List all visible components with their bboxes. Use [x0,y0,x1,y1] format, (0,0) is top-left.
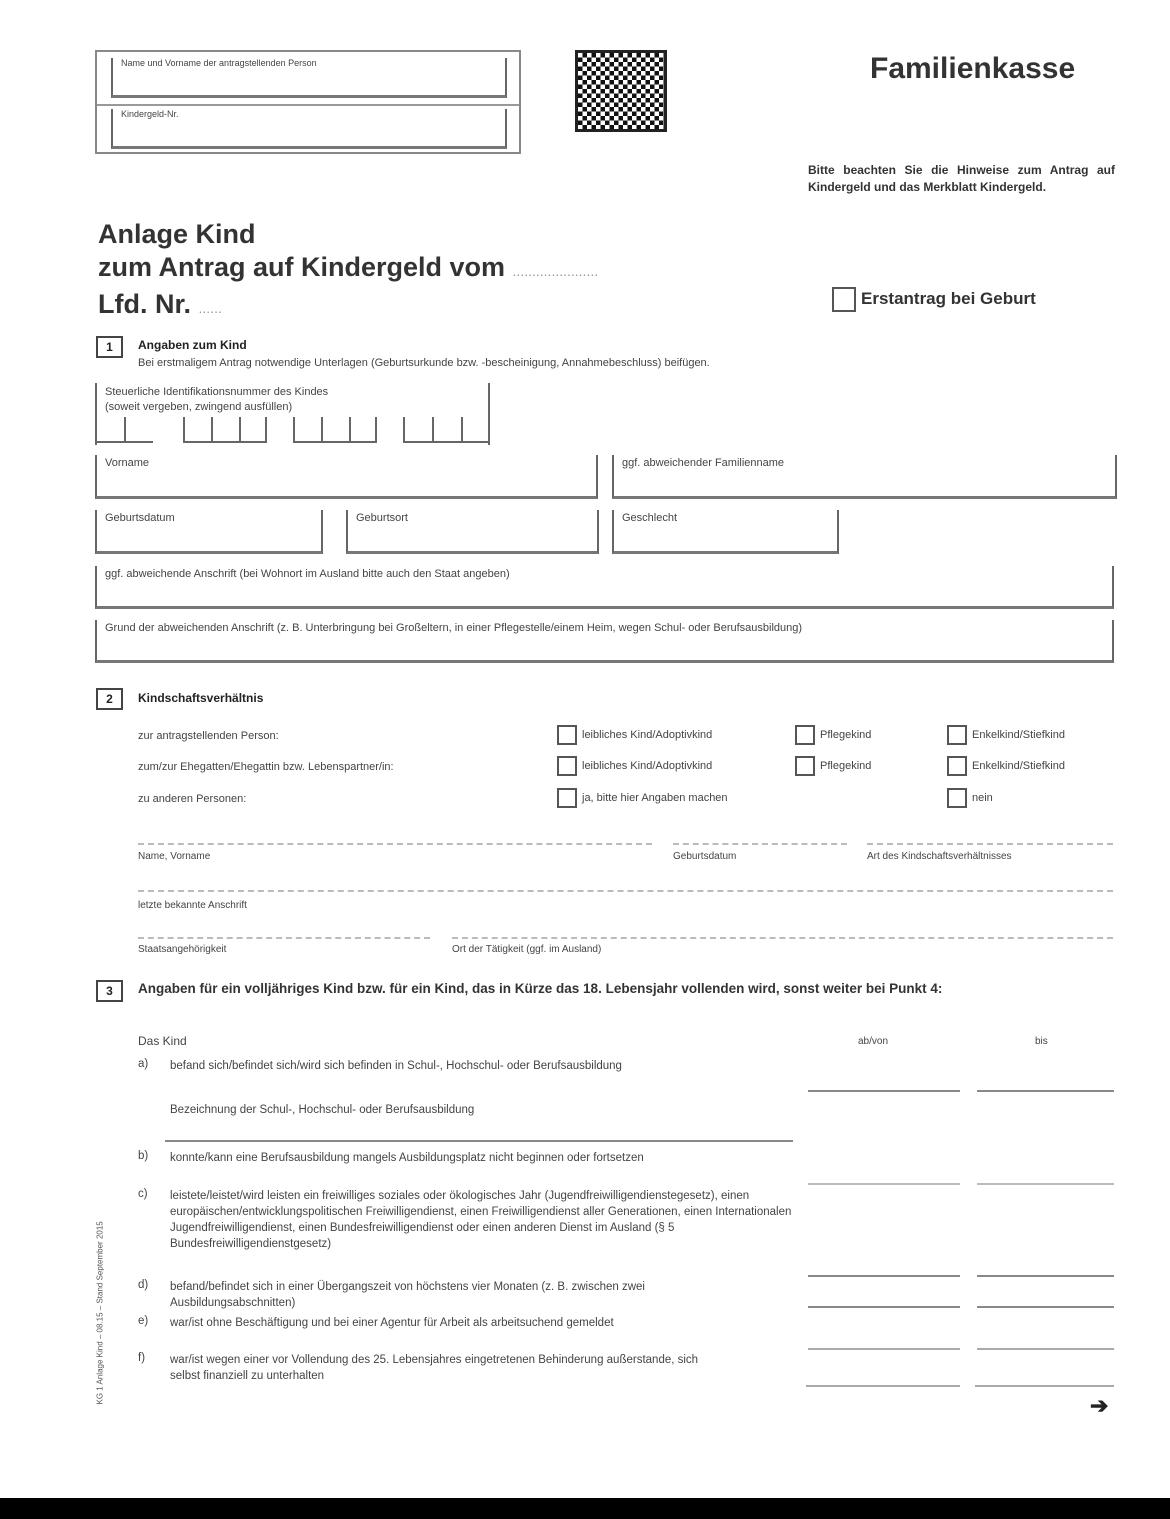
hint-note: Bitte beachten Sie die Hinweise zum Antrag auf Kindergeld und das Merkblatt Kindergeld. [808,163,1115,194]
name-line[interactable] [138,843,652,845]
e-to-line[interactable] [977,1348,1114,1350]
bis-header: bis [1035,1036,1048,1047]
item-d-letter: d) [138,1279,149,1291]
date-placeholder[interactable]: ...................... [512,263,599,279]
item-f-letter: f) [138,1352,146,1364]
ort-label: Ort der Tätigkeit (ggf. im Ausland) [452,944,602,955]
r2-pflege-checkbox[interactable] [795,756,815,776]
familienname-field[interactable] [612,455,1117,499]
r1-pflege-checkbox[interactable] [795,725,815,745]
geburtsort-label: Geburtsort [356,512,408,524]
a-to-line[interactable] [977,1090,1114,1092]
grund-field[interactable] [95,620,1114,663]
item-c-text: leistete/leistet/wird leisten ein freiwilliges soziales oder ökologisches Jahr (Jugendfreiwilligendienstegesetz), einen europäischen/entwicklungspolitischen Freiwilligendienst, einen Freiwilligendienst aller Generationen, einen Internationalen Jugendfreiwilligendienst, einen Bundesfreiwilligendienst oder einen anderen Dienst im Ausland (§ 5 Bundesfreiwilligendienstgesetz) [170,1190,792,1250]
d-to-line[interactable] [977,1306,1114,1308]
section-1-subtitle: Bei erstmaligem Antrag notwendige Unterlagen (Geburtsurkunde bzw. -bescheinigung, Annahmebeschluss) beifügen. [138,357,710,369]
vorname-label: Vorname [105,457,150,469]
section-1-number: 1 [96,336,123,358]
item-f-text: war/ist wegen einer vor Vollendung des 25. Lebensjahres eingetretenen Behinderung außerstande, sich selbst finanziell zu unterhalten [170,1354,699,1382]
c-to-line[interactable] [977,1275,1114,1277]
b-from-line[interactable] [808,1183,960,1185]
steuer-id-group-2[interactable] [183,417,267,443]
kindergeld-nr-field[interactable] [111,109,507,149]
bottom-bar [0,1498,1170,1519]
r2-leiblich-checkbox[interactable] [557,756,577,776]
art-label: Art des Kindschaftsverhältnisses [867,851,1012,862]
title-line-3: Lfd. Nr. [98,289,191,319]
item-b-letter: b) [138,1150,149,1162]
anschrift-line[interactable] [138,890,1113,892]
row-ehegatte: zum/zur Ehegatten/Ehegattin bzw. Lebenspartner/in: [138,761,394,773]
geburtsdatum-field[interactable] [95,510,323,554]
d-from-line[interactable] [808,1306,960,1308]
erstantrag-label: Erstantrag bei Geburt [861,289,1036,308]
steuer-id-label: Steuerliche Identifikationsnummer des Kindes [105,386,329,398]
letzte-anschrift-label: letzte bekannte Anschrift [138,900,247,911]
row-andere: zu anderen Personen: [138,793,247,805]
name-label: Name, Vorname [138,851,211,862]
ausbildung-bezeichnung-line[interactable] [165,1140,793,1142]
header-box [95,50,521,154]
brand-title: Familienkasse [870,52,1076,85]
steuer-id-box [95,383,490,445]
qr-code-icon [575,50,667,132]
section-3-title: Angaben für ein volljähriges Kind bzw. für ein Kind, das in Kürze das 18. Lebensjahr vollenden wird, sonst weiter bei Punkt 4: [138,981,943,996]
r1-enkel-label: Enkelkind/Stiefkind [972,729,1065,741]
next-page-arrow-icon: ➔ [1090,1393,1109,1418]
das-kind-label: Das Kind [138,1034,187,1048]
geschlecht-field[interactable] [612,510,839,554]
row-antragsteller: zur antragstellenden Person: [138,730,279,742]
item-d-text: befand/befindet sich in einer Übergangszeit von höchstens vier Monaten (z. B. zwischen zwei Ausbildungsabschnitten) [170,1281,645,1309]
r3-nein-checkbox[interactable] [947,788,967,808]
f-to-line[interactable] [975,1385,1114,1387]
section-2-number: 2 [96,688,123,710]
geschlecht-label: Geschlecht [622,512,678,524]
r3-ja-checkbox[interactable] [557,788,577,808]
r2-enkel-checkbox[interactable] [947,756,967,776]
r1-leiblich-label: leibliches Kind/Adoptivkind [582,729,713,741]
a-from-line[interactable] [808,1090,960,1092]
b-to-line[interactable] [977,1183,1114,1185]
title-line-2: zum Antrag auf Kindergeld vom [98,252,506,282]
steuer-id-hint: (soweit vergeben, zwingend ausfüllen) [105,401,293,413]
geburtsort-field[interactable] [346,510,599,554]
title-line-1: Anlage Kind [98,219,256,249]
applicant-name-label: Name und Vorname der antragstellenden Person [121,58,317,68]
r1-enkel-checkbox[interactable] [947,725,967,745]
vorname-field[interactable] [95,455,598,499]
f-from-line[interactable] [806,1385,960,1387]
erstantrag-checkbox[interactable] [832,287,856,312]
geburtsdatum-label: Geburtsdatum [105,512,175,524]
grund-label: Grund der abweichenden Anschrift (z. B. Unterbringung bei Großeltern, in einer Pflegestelle/einem Heim, wegen Schul- oder Berufsausbildung) [105,622,803,634]
section-3-number: 3 [96,980,123,1002]
item-e-text: war/ist ohne Beschäftigung und bei einer Agentur für Arbeit als arbeitsuchend gemeldet [170,1317,614,1329]
r2-enkel-label: Enkelkind/Stiefkind [972,760,1065,772]
steuer-id-group-4[interactable] [403,417,490,443]
c-from-line[interactable] [808,1275,960,1277]
applicant-name-field[interactable] [111,58,507,98]
r3-nein-label: nein [972,792,993,804]
r1-pflege-label: Pflegekind [820,729,872,741]
lfd-nr-placeholder[interactable]: ...... [198,300,222,316]
section-2-title: Kindschaftsverhältnis [138,691,264,705]
item-c-letter: c) [138,1188,148,1200]
item-b-text: konnte/kann eine Berufsausbildung mangels Ausbildungsplatz nicht beginnen oder fortsetzen [170,1152,644,1164]
ab-von-header: ab/von [858,1036,889,1047]
kindergeld-nr-label: Kindergeld-Nr. [121,109,179,119]
side-form-id: KG 1 Anlage Kind – 08.15 – Stand September 2015 [95,1221,105,1405]
ausbildung-bezeichnung-label: Bezeichnung der Schul-, Hochschul- oder Berufsausbildung [170,1104,475,1116]
geburtsdatum-line[interactable] [673,843,847,845]
r3-ja-label: ja, bitte hier Angaben machen [582,792,728,804]
steuer-id-group-3[interactable] [293,417,377,443]
item-e-letter: e) [138,1315,149,1327]
form-title [98,218,598,325]
staat-line[interactable] [138,937,430,939]
e-from-line[interactable] [808,1348,960,1350]
anschrift-field[interactable] [95,566,1114,609]
familienname-label: ggf. abweichender Familienname [622,457,785,469]
anschrift-label: ggf. abweichende Anschrift (bei Wohnort im Ausland bitte auch den Staat angeben) [105,568,510,580]
geburtsdatum2-label: Geburtsdatum [673,851,737,862]
staat-label: Staatsangehörigkeit [138,944,227,955]
item-a-letter: a) [138,1058,149,1070]
steuer-id-group-1[interactable] [97,417,153,443]
r2-leiblich-label: leibliches Kind/Adoptivkind [582,760,713,772]
item-a-text: befand sich/befindet sich/wird sich befinden in Schul-, Hochschul- oder Berufsausbildung [170,1060,622,1072]
section-1-title: Angaben zum Kind [138,338,247,352]
r2-pflege-label: Pflegekind [820,760,872,772]
art-line[interactable] [867,843,1113,845]
ort-line[interactable] [452,937,1113,939]
r1-leiblich-checkbox[interactable] [557,725,577,745]
